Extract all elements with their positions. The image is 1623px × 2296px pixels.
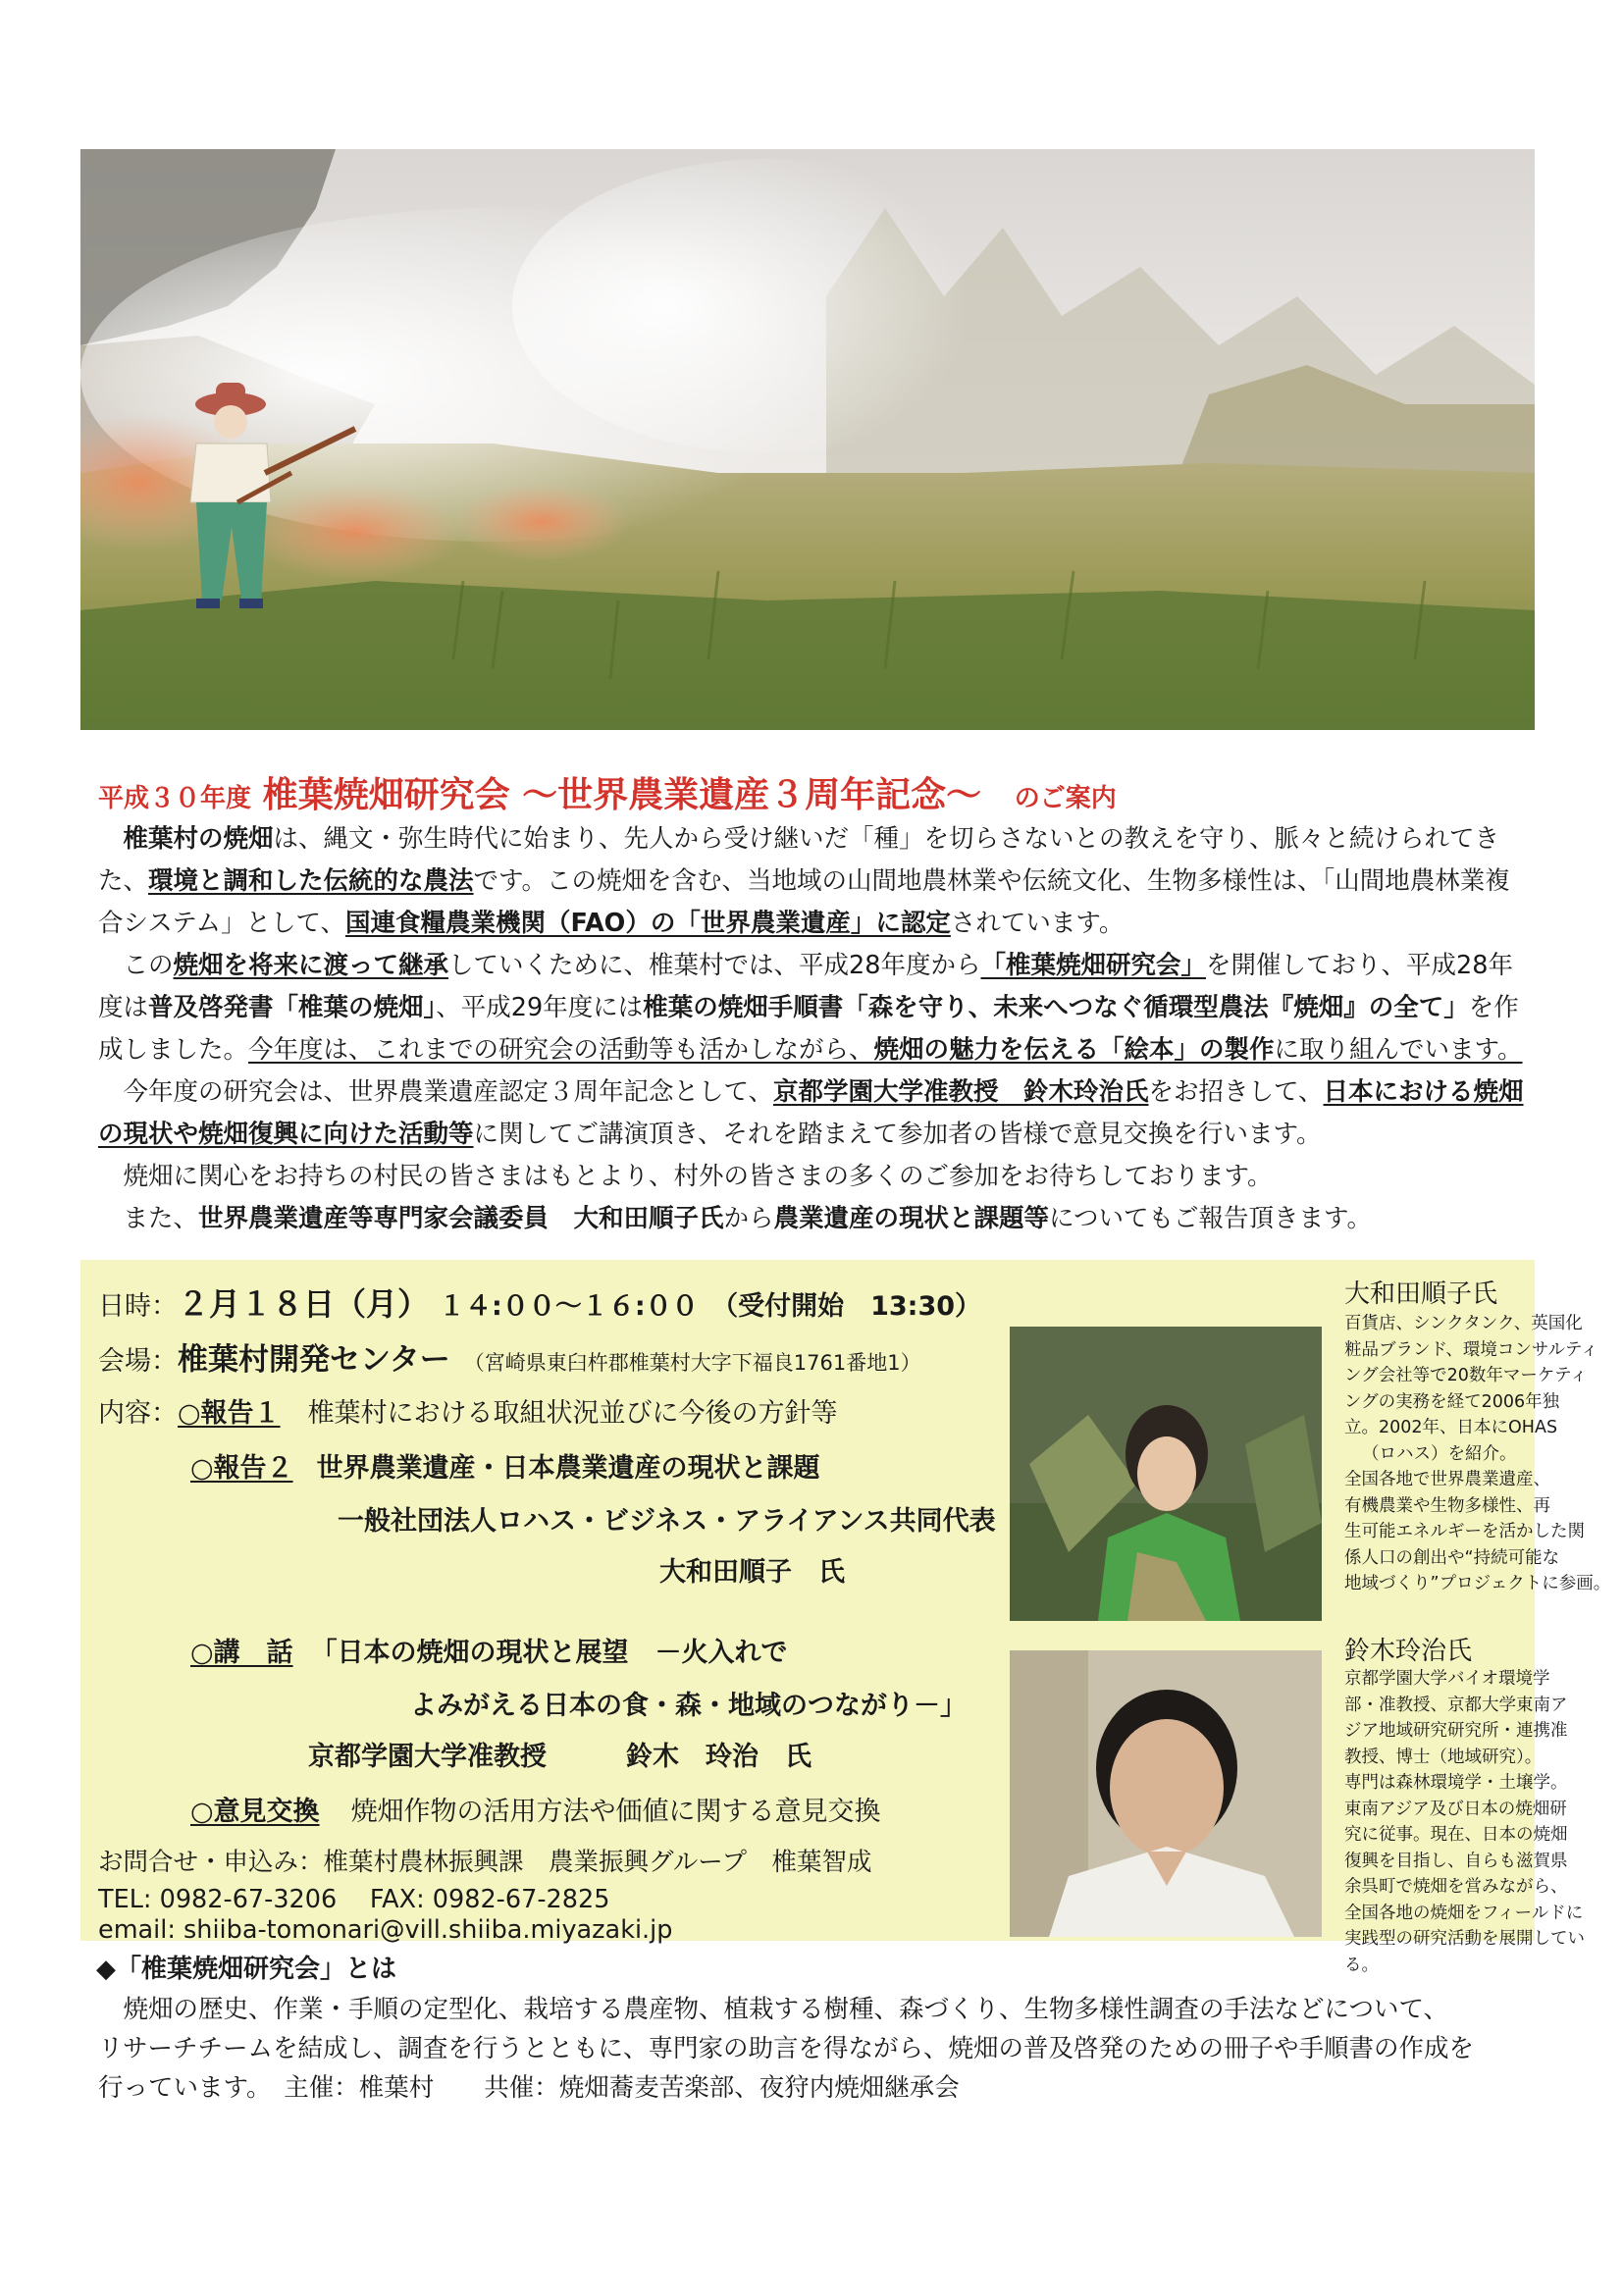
lecture-title-1: 「日本の焼畑の現状と展望 －火入れで [310,1638,788,1668]
title-main: 椎葉焼畑研究会 ～世界農業遺産３周年記念～ [262,775,982,815]
about-heading: ◆「椎葉焼畑研究会」とは [96,1955,396,1984]
text-segment: 焼畑を将来に渡って継承 [173,951,449,980]
report1-row [98,1391,838,1430]
bio-line: 全国各地で世界農業遺産、 [1344,1470,1550,1489]
exchange-row [190,1790,881,1828]
text-segment: をお招きして、 [1148,1077,1324,1107]
date-value: ２月１８日（月） [178,1285,430,1323]
text-segment: 椎葉の焼畑手順書「森を守り、未来へつなぐ循環型農法『焼畑』の全て」 [643,993,1469,1022]
text-segment: 世界農業遺産等専門家会議委員 大和田順子氏 [198,1204,724,1233]
venue-value: 椎葉村開発センター [178,1342,450,1378]
report2-speaker: 大和田順子 氏 [659,1557,845,1588]
intro-paragraph-5 [98,1198,1531,1240]
venue-label: 会場： [98,1346,178,1377]
text-segment: 日本における焼畑の現状や焼畑復興に向けた活動等 [98,1077,1524,1149]
about-line: 行っています。 主催：椎葉村 共催：焼畑蕎麦苦楽部、夜狩内焼畑継承会 [98,2073,960,2103]
intro-paragraph-3 [98,1071,1531,1156]
exchange-label: ○意見交換 [190,1797,320,1827]
venue-address: （宮崎県東臼杵郡椎葉村大字下福良1761番地1） [463,1351,921,1375]
intro-paragraph-4 [98,1156,1531,1198]
speaker-photo-owada [1010,1327,1322,1621]
bio-line: 教授、博士（地域研究）。 [1344,1747,1543,1767]
date-label: 日時： [98,1291,178,1322]
bio-line: 東南アジア及び日本の焼畑研 [1344,1799,1567,1819]
contact-email: email: shiiba-tomonari@vill.shiiba.miyazaki.jp [98,1915,673,1945]
text-segment: この [123,951,174,980]
intro-paragraph-2 [98,945,1531,1071]
bio-line: ングの実務を経て2006年独 [1344,1391,1560,1412]
content-label: 内容： [98,1398,178,1429]
speaker-photo-suzuki [1010,1650,1322,1937]
text-segment: 今年度は、これまでの研究会の活動等も活かしながら、 [248,1035,874,1065]
report1-text: 椎葉村における取組状況並びに今後の方針等 [307,1398,838,1429]
bio-line: 究に従事。現在、日本の焼畑 [1344,1825,1568,1845]
text-segment: 焼畑に関心をお持ちの村民の皆さまはもとより、村外の皆さまの多くのご参加をお待ちしております。 [123,1162,1273,1191]
lecture-title-2: よみがえる日本の食・森・地域のつながり－」 [410,1691,967,1721]
bio-line: 余呉町で焼畑を営みながら、 [1344,1877,1568,1897]
time-value: １４:００～１６:００ （受付開始 13:30） [439,1291,982,1322]
text-segment: していくために、椎葉村では、平成28年度から [448,951,981,980]
bio-line: 生可能エネルギーを活かした関 [1344,1522,1585,1541]
speaker1-name: 大和田順子氏 [1344,1279,1498,1309]
bio-line: ジア地域研究研究所・連携准 [1344,1721,1568,1741]
bio-line: 粧品ブランド、環境コンサルティ [1344,1339,1598,1360]
burning-field-illustration [80,149,1535,730]
lecture-row [190,1631,788,1669]
text-segment: 普及啓発書「椎葉の焼畑」 [148,993,437,1022]
text-segment: についてもご報告頂きます。 [1049,1204,1373,1233]
text-segment: です。この焼畑を含む、当地域の山間地農林業や伝統文化、生物多様性は、「山間地農林業複合システム」として、 [98,866,1510,938]
title-year: 平成３０年度 [98,784,252,813]
text-segment: 京都学園大学准教授 鈴木玲治氏 [773,1077,1149,1107]
tel-fax: TEL: 0982-67-3206 FAX: 0982-67-2825 [98,1885,610,1914]
contact-line: お問合せ・申込み：椎葉村農林振興課 農業振興グループ 椎葉智成 [98,1848,872,1877]
text-segment: を開催しており、平成28年度は [98,951,1513,1022]
text-segment: また、 [123,1204,199,1233]
text-segment: 焼畑の魅力を伝える「絵本」の製作 [873,1035,1275,1065]
text-segment: 、平成29年度には [436,993,644,1022]
bio-line: 百貨店、シンクタンク、英国化 [1344,1314,1583,1333]
hero-illustration [80,149,1535,730]
text-segment: に関してご講演頂き、それを踏まえて参加者の皆様で意見交換を行います。 [473,1120,1322,1149]
intro-text [98,818,1531,1240]
text-segment: に取り組んでいます。 [1274,1035,1523,1065]
bio-line: 全国各地の焼畑をフィールドに [1344,1903,1584,1923]
bio-line: 有機農業や生物多様性、再 [1344,1495,1550,1516]
speaker1-bio [1344,1311,1610,1597]
report1-label: ○報告１ [178,1398,281,1429]
text-segment: を作成しました。 [98,993,1519,1065]
about-line: 焼畑の歴史、作業・手順の定型化、栽培する農産物、植栽する樹種、森づくり、生物多様性調査の手法などについて、 [123,1995,1448,2024]
report2-text: 世界農業遺産・日本農業遺産の現状と課題 [316,1453,820,1484]
about-text [98,1990,1541,2108]
text-segment: 農業遺産の現状と課題等 [773,1204,1050,1233]
venue-row [98,1334,921,1379]
lecture-label: ○講 話 [190,1638,293,1668]
text-segment: は、縄文・弥生時代に始まり、先人から受け継いだ「種」を切らさないとの教えを守り、脈々と続けられてきた、 [98,824,1500,896]
report2-row [190,1446,820,1485]
bio-line: 係人口の創出や“持続可能な [1344,1547,1560,1568]
report2-label: ○報告２ [190,1453,293,1484]
about-line: リサーチチームを結成し、調査を行うとともに、専門家の助言を得ながら、焼畑の普及啓発のための冊子や手順書の作成を [98,2034,1474,2063]
text-segment: 環境と調和した伝統的な農法 [148,866,474,896]
speaker2-bio [1344,1666,1585,1978]
bio-line: 立。2002年、日本にOHAS [1344,1418,1558,1437]
bio-line: 復興を目指し、自らも滋賀県 [1344,1851,1568,1871]
event-title [98,767,1531,815]
bio-line: 実践型の研究活動を展開してい [1344,1929,1585,1949]
bio-line: （ロハス）を紹介。 [1362,1443,1517,1464]
date-row [98,1279,981,1325]
report2-org: 一般社団法人ロハス・ビジネス・アライアンス共同代表 [338,1506,996,1537]
text-segment: されています。 [950,909,1125,938]
lecture-speaker: 京都学園大学准教授 鈴木 玲治 氏 [308,1742,812,1772]
bio-line: 専門は森林環境学・土壌学。 [1344,1773,1568,1793]
exchange-text: 焼畑作物の活用方法や価値に関する意見交換 [350,1797,881,1827]
text-segment: 国連食糧農業機関（FAO）の「世界農業遺産」に認定 [344,909,951,938]
text-segment: 「椎葉焼畑研究会」 [980,951,1206,980]
text-segment: から [723,1204,774,1233]
speaker2-name: 鈴木玲治氏 [1344,1637,1473,1666]
bio-line: る。 [1344,1955,1379,1975]
title-suffix: のご案内 [1014,784,1117,813]
bio-line: 地域づくり”プロジェクトに参画。 [1344,1574,1611,1593]
bio-line: 部・准教授、京都大学東南ア [1344,1695,1568,1715]
text-segment: 今年度の研究会は、世界農業遺産認定３周年記念として、 [123,1077,773,1107]
bio-line: ング会社等で20数年マーケティ [1344,1366,1588,1385]
bio-line: 京都学園大学バイオ環境学 [1344,1669,1550,1689]
text-segment: 椎葉村の焼畑 [123,824,274,854]
intro-paragraph-1 [98,818,1531,945]
